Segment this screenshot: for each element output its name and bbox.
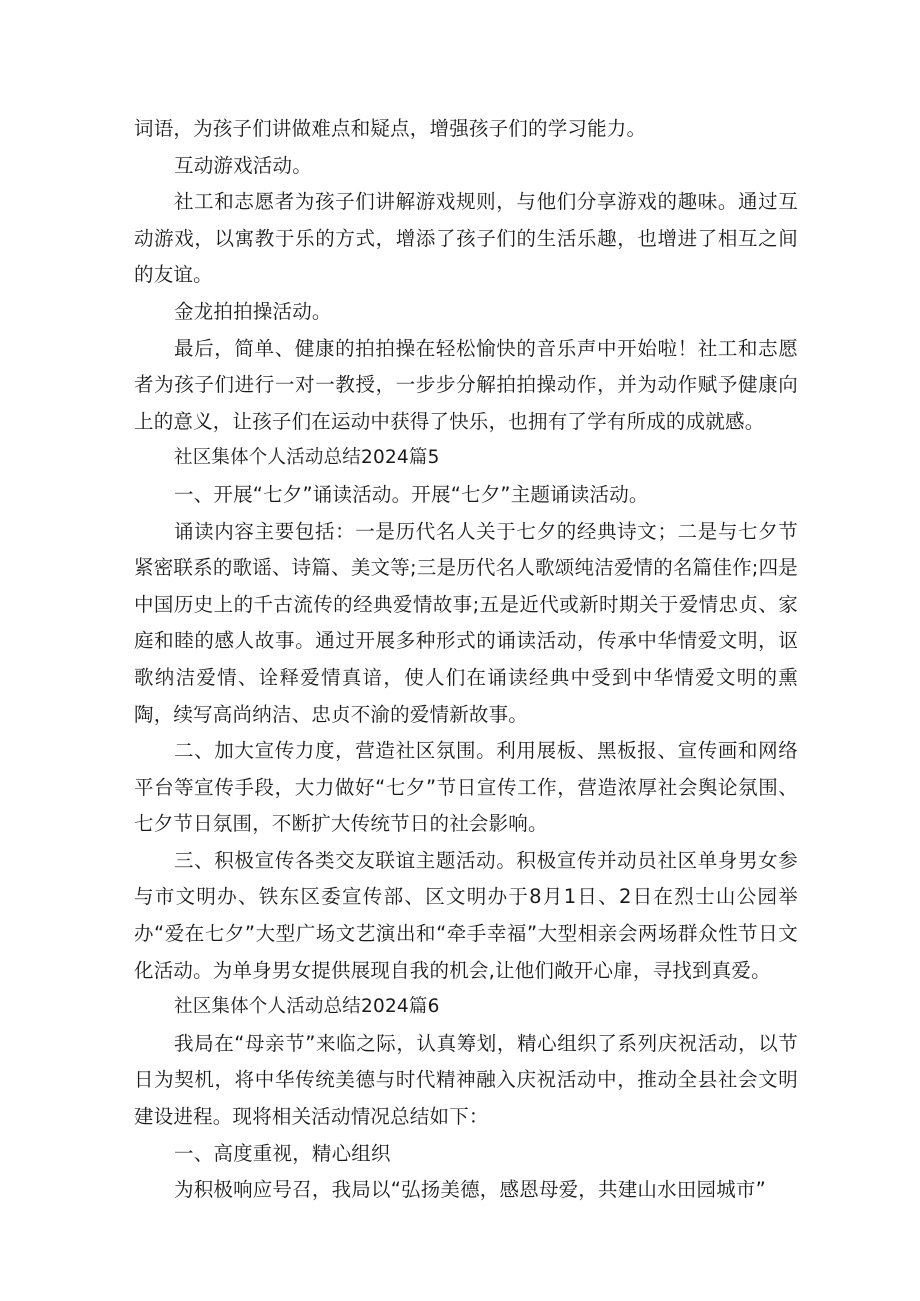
subheading-interactive-games: 互动游戏活动。 <box>174 153 312 177</box>
subheading-organization: 一、高度重视，精心组织 <box>174 1141 391 1165</box>
paragraph-continuation: 词语，为孩子们讲做难点和疑点，增强孩子们的学习能力。 <box>134 117 647 140</box>
section-title-6: 社区集体个人活动总结2024篇6 <box>174 996 440 1018</box>
paragraph-publicity: 二、加大宣传力度，营造社区氛围。利用展板、黑板报、宣传画和网络平台等宣传手段，大力做好“七夕”节日宣传工作，营造浓厚社会舆论氛围、七夕节日氛围，不断扩大传统节日的社会影响。 <box>134 739 798 836</box>
paragraph-games: 社工和志愿者为孩子们讲解游戏规则，与他们分享游戏的趣味。通过互动游戏，以寓教于乐的方式，增添了孩子们的生活乐趣，也增进了相互之间的友谊。 <box>134 190 798 287</box>
paragraph-response: 为积极响应号召，我局以“弘扬美德，感恩母爱，共建山水田园城市” <box>174 1178 766 1202</box>
subheading-clap-exercise: 金龙拍拍操活动。 <box>174 299 332 323</box>
paragraph-qixi-reading: 一、开展“七夕”诵读活动。开展“七夕”主题诵读活动。 <box>174 482 649 506</box>
paragraph-mothers-day: 我局在“母亲节”来临之际，认真筹划，精心组织了系列庆祝活动，以节日为契机，将中华传统美德与时代精神融入庆祝活动中，推动全县社会文明建设进程。现将相关活动情况总结如下： <box>134 1031 798 1129</box>
document-body <box>134 111 798 1209</box>
section-title-5: 社区集体个人活动总结2024篇5 <box>174 447 440 469</box>
paragraph-dating-events: 三、积极宣传各类交友联谊主题活动。积极宣传并动员社区单身男女参与市文明办、铁东区委宣传部、区文明办于8月1日、2日在烈士山公园举办“爱在七夕”大型广场文艺演出和“牵手幸福”大型相亲会两场群众性节日文化活动。为单身男女提供展现自我的机会,让他们敞开心扉，寻找到真爱。 <box>134 848 798 982</box>
paragraph-reading-content: 诵读内容主要包括：一是历代名人关于七夕的经典诗文；二是与七夕节紧密联系的歌谣、诗篇、美文等;三是历代名人歌颂纯洁爱情的名篇佳作;四是中国历史上的千古流传的经典爱情故事;五是近代或新时期关于爱情忠贞、家庭和睦的感人故事。通过开展多种形式的诵读活动，传承中华情爱文明，讴歌纳洁爱情、诠释爱情真谙，使人们在诵读经典中受到中华情爱文明的熏陶，续写高尚纳洁、忠贞不渝的爱情新故事。 <box>134 519 798 726</box>
paragraph-clap-exercise: 最后，简单、健康的拍拍操在轻松愉快的音乐声中开始啦！社工和志愿者为孩子们进行一对一教授，一步步分解拍拍操动作，并为动作赋予健康向上的意义，让孩子们在运动中获得了快乐，也拥有了学有所成的成就感。 <box>134 336 798 433</box>
